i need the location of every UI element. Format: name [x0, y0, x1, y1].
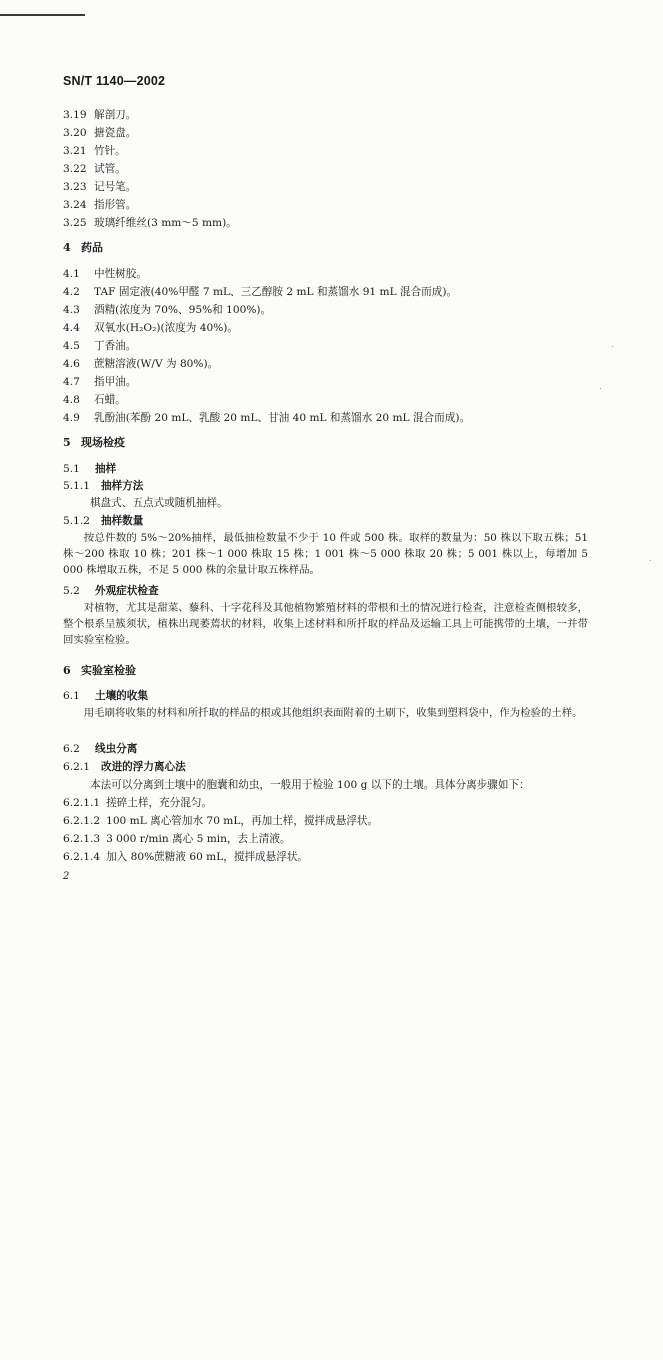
item-text: 石蜡。 — [94, 394, 126, 406]
item-number: 3.24 — [63, 199, 87, 211]
section-heading — [63, 664, 136, 678]
subsection-heading — [63, 479, 143, 493]
body-text: 本法可以分离到土壤中的胞囊和幼虫，一般用于检验 100 g 以下的土壤。具体分离步骤如下： — [90, 779, 530, 791]
scan-speck — [650, 560, 651, 561]
list-item — [63, 126, 136, 140]
body-paragraph: 对植物，尤其是甜菜、藜科、十字花科及其他植物繁殖材料的带根和土的情况进行检查，注意检查侧根较多，整个根系呈簇须状，植株出现萎蔫状的材料，收集上述材料和所扦取的样品及运输工具上可能携带的土壤，一并带回实验室检验。 — [63, 602, 588, 647]
step-number: 6.2.1.4 — [63, 851, 101, 863]
step-item — [63, 832, 291, 846]
subsection-heading — [63, 742, 137, 756]
list-item — [63, 144, 126, 158]
subsection-heading — [63, 689, 148, 703]
item-text: 解剖刀。 — [94, 109, 137, 121]
step-number: 6.2.1.2 — [63, 815, 101, 827]
step-item — [63, 814, 378, 828]
item-number: 3.23 — [63, 181, 87, 193]
list-item — [63, 285, 457, 299]
list-item — [63, 267, 147, 281]
item-text: 搪瓷盘。 — [94, 127, 137, 139]
item-number: 3.20 — [63, 127, 87, 139]
list-item — [63, 357, 218, 371]
item-number: 3.25 — [63, 217, 87, 229]
item-text: 玻璃纤维丝(3 mm～5 mm)。 — [94, 217, 237, 229]
item-text: 酒精(浓度为 70%、95%和 100%)。 — [94, 304, 272, 316]
item-text: 双氧水(H₂O₂)(浓度为 40%)。 — [94, 322, 239, 334]
subsection-number: 6.2.1 — [63, 761, 90, 773]
item-number: 4.3 — [63, 304, 80, 316]
step-item — [63, 850, 308, 864]
body-paragraph: 按总件数的 5%～20%抽样，最低抽检数量不少于 10 件或 500 株。取样的数量为：50 株以下取五株；51 株～200 株取 10 株；201 株～1 000 株取 15 株；1 001 株～5 000 株取 20 株；5 001 株以上，每增加 5 000 株增取五株，不足 5 000 株的余量计取五株样品。 — [63, 532, 588, 577]
page-number: 2 — [63, 871, 70, 882]
item-number: 4.5 — [63, 340, 80, 352]
section-heading — [63, 436, 125, 450]
subsection-heading — [63, 760, 186, 774]
item-text: 记号笔。 — [94, 181, 137, 193]
list-item — [63, 375, 136, 389]
item-number: 4.1 — [63, 268, 80, 280]
body-paragraph: 用毛刷将收集的材料和所扦取的样品的根或其他组织表面附着的土刷下，收集到塑料袋中，作为检验的土样。 — [83, 707, 583, 719]
step-text: 加入 80%蔗糖液 60 mL，搅拌成悬浮状。 — [106, 851, 309, 863]
subsection-title: 改进的浮力离心法 — [101, 761, 186, 773]
step-text: 3 000 r/min 离心 5 min，去上清液。 — [106, 833, 291, 845]
section-number: 4 — [63, 241, 71, 254]
item-number: 4.4 — [63, 322, 80, 334]
subsection-number: 5.1 — [63, 463, 80, 475]
item-text: 乳酚油(苯酚 20 mL、乳酸 20 mL、甘油 40 mL 和蒸馏水 20 mL 混合而成)。 — [94, 412, 471, 424]
item-text: 竹针。 — [94, 145, 126, 157]
item-text: 指形管。 — [94, 199, 137, 211]
item-number: 4.7 — [63, 376, 80, 388]
step-number: 6.2.1.1 — [63, 797, 101, 809]
list-item — [63, 108, 136, 122]
list-item — [63, 180, 136, 194]
list-item — [63, 303, 271, 317]
item-text: 试管。 — [94, 163, 126, 175]
subsection-title: 抽样方法 — [101, 480, 144, 492]
item-number: 3.21 — [63, 145, 87, 157]
list-item — [63, 411, 470, 425]
subsection-number: 6.1 — [63, 690, 80, 702]
item-text: 蔗糖溶液(W/V 为 80%)。 — [94, 358, 219, 370]
step-item — [63, 796, 212, 810]
subsection-heading — [63, 462, 116, 476]
section-heading — [63, 241, 103, 255]
item-text: TAF 固定液(40%甲醛 7 mL、三乙醇胺 2 mL 和蒸馏水 91 mL 混合而成)。 — [94, 286, 458, 298]
subsection-number: 5.1.1 — [63, 480, 90, 492]
subsection-heading — [63, 584, 159, 598]
scan-speck — [612, 346, 613, 347]
section-number: 5 — [63, 436, 71, 449]
section-title: 现场检疫 — [81, 436, 125, 449]
step-text: 100 mL 离心管加水 70 mL，再加土样，搅拌成悬浮状。 — [106, 815, 379, 827]
standard-code: SN/T 1140—2002 — [63, 74, 166, 88]
item-number: 4.8 — [63, 394, 80, 406]
subsection-number: 5.2 — [63, 585, 80, 597]
section-title: 药品 — [81, 241, 103, 254]
step-text: 搓碎土样，充分混匀。 — [106, 797, 213, 809]
item-text: 丁香油。 — [94, 340, 137, 352]
section-number: 6 — [63, 664, 71, 677]
subsection-number: 6.2 — [63, 743, 80, 755]
subsection-title: 外观症状检查 — [95, 585, 159, 597]
subsection-title: 线虫分离 — [95, 743, 138, 755]
subsection-title: 土壤的收集 — [95, 690, 148, 702]
list-item — [63, 198, 136, 212]
item-number: 4.9 — [63, 412, 80, 424]
list-item — [63, 321, 238, 335]
item-text: 指甲油。 — [94, 376, 137, 388]
item-number: 4.6 — [63, 358, 80, 370]
section-title: 实验室检验 — [81, 664, 136, 677]
item-number: 3.22 — [63, 163, 87, 175]
subsection-heading — [63, 514, 143, 528]
item-number: 3.19 — [63, 109, 87, 121]
list-item — [63, 393, 126, 407]
list-item — [63, 339, 136, 353]
subsection-title: 抽样数量 — [101, 515, 144, 527]
subsection-number: 5.1.2 — [63, 515, 90, 527]
step-number: 6.2.1.3 — [63, 833, 101, 845]
list-item — [63, 216, 237, 230]
item-text: 中性树胶。 — [94, 268, 147, 280]
scan-speck — [600, 388, 601, 389]
subsection-title: 抽样 — [95, 463, 117, 475]
item-number: 4.2 — [63, 286, 80, 298]
list-item — [63, 162, 126, 176]
header-rule — [0, 14, 85, 16]
body-text: 棋盘式、五点式或随机抽样。 — [90, 497, 228, 509]
